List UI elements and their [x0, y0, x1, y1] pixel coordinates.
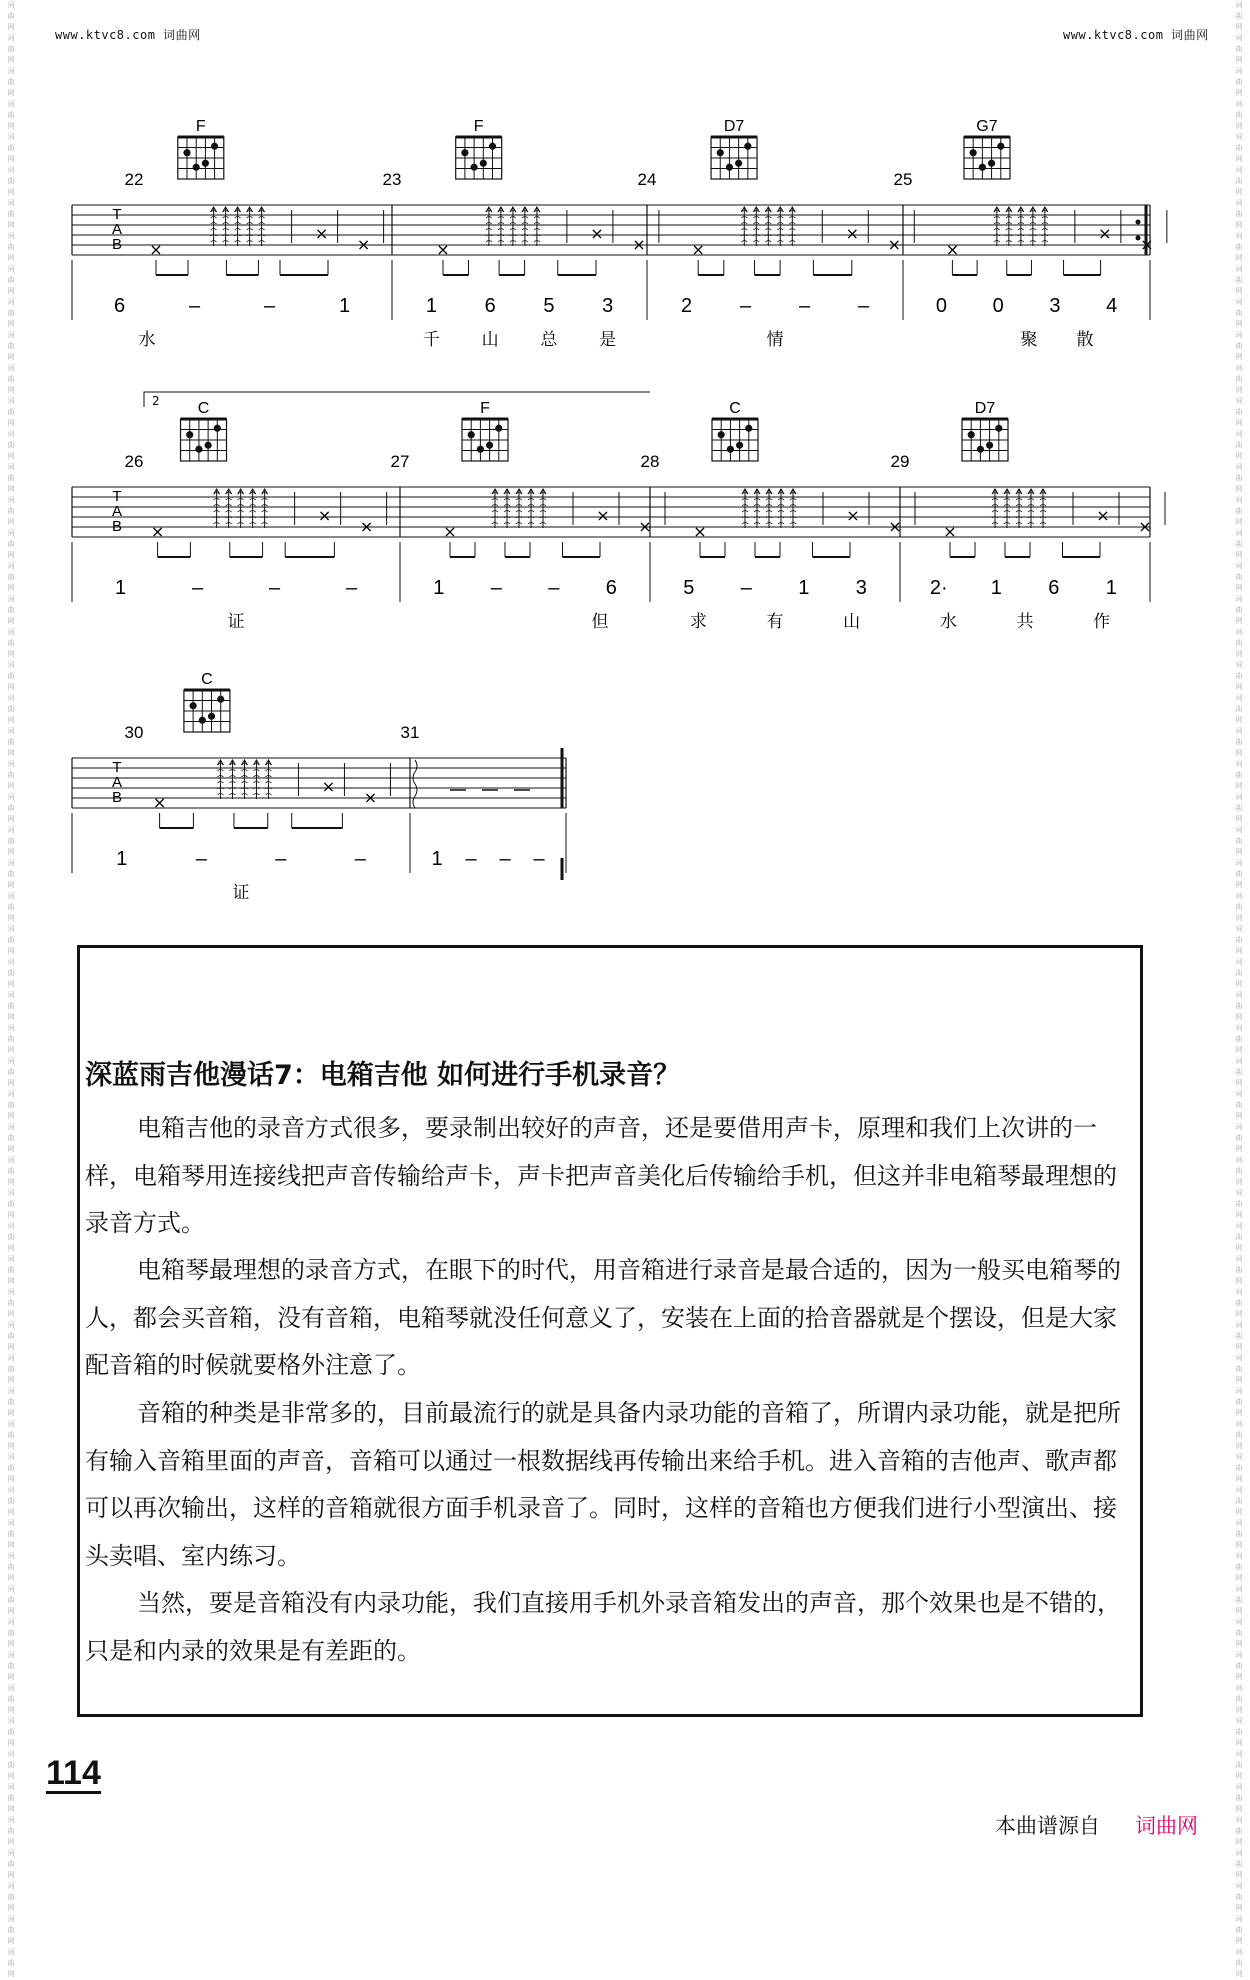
tab-note-x: ×	[887, 235, 901, 254]
page-number: 114	[46, 1754, 101, 1792]
jianpu-note: 1	[798, 577, 810, 599]
jianpu-note: 1	[990, 577, 1002, 599]
strum-arrow	[777, 207, 783, 246]
jianpu-note: –	[490, 577, 502, 599]
chord-name: F	[480, 400, 490, 417]
lyric-char: 水	[939, 612, 957, 632]
jianpu-note: –	[798, 295, 811, 317]
lyric-char: 聚	[1020, 330, 1038, 350]
jianpu-note: 1	[338, 295, 351, 317]
chord-name: D7	[974, 400, 996, 417]
strum-arrow	[1018, 207, 1024, 246]
tab-note-x: ×	[314, 224, 329, 243]
lyric-char: 求	[689, 612, 707, 632]
lyric-char: 千	[422, 330, 440, 350]
tab-note-x: ×	[943, 522, 957, 541]
jianpu-note: 2	[680, 295, 693, 317]
jianpu-note: –	[354, 848, 366, 870]
tab-note-x: ×	[632, 235, 646, 254]
tab-clef-letter: A	[111, 774, 123, 791]
strum-arrow	[754, 489, 760, 528]
strum-arrow	[226, 489, 232, 528]
strum-arrow	[534, 207, 540, 246]
chord-diagram	[456, 118, 502, 179]
strum-arrow	[217, 760, 223, 799]
chord-name: F	[195, 118, 206, 135]
lyric-char: 但	[591, 612, 609, 632]
chord-diagram	[712, 400, 758, 461]
jianpu-note: 3	[602, 295, 614, 317]
strum-arrow	[238, 489, 244, 528]
measure-number: 29	[890, 452, 910, 471]
tab-clef-letter: A	[111, 221, 123, 238]
chord-name: D7	[723, 118, 745, 135]
chord-name: C	[201, 671, 213, 688]
tab-note-x: ×	[1098, 224, 1112, 243]
tab-note-x: ×	[359, 517, 374, 536]
jianpu-note: –	[739, 295, 752, 317]
chord-diagram	[711, 118, 757, 179]
guitar-tab-score	[0, 0, 1250, 940]
jianpu-note: 6	[113, 295, 126, 317]
tab-note-x: ×	[590, 224, 604, 243]
jianpu-note: 4	[1106, 295, 1118, 317]
chord-diagram	[184, 671, 230, 732]
chord-diagram	[181, 400, 227, 461]
strum-arrow	[516, 489, 522, 528]
strum-arrow	[235, 207, 241, 246]
lyric-char: 山	[843, 612, 861, 632]
jianpu-note: 6	[605, 577, 617, 599]
article-paragraph-3: 音箱的种类是非常多的，目前最流行的就是具备内录功能的音箱了，所谓内录功能，就是把所有输入音箱里面的声音，音箱可以通过一根数据线再传输出来给手机。进入音箱的吉他声、歌声都可以再次输出，这样的音箱就很方面手机录音了。同时，这样的音箱也方便我们进行小型演出、接头卖唱、室内练习。	[85, 1399, 1121, 1570]
strum-arrow	[1040, 489, 1046, 528]
jianpu-note: –	[275, 848, 287, 870]
lyric-char: 证	[232, 883, 250, 903]
strum-arrow	[211, 207, 217, 246]
strum-arrow	[504, 489, 510, 528]
chord-diagram	[178, 118, 224, 179]
chord-diagram	[462, 400, 508, 461]
jianpu-note: 1	[433, 577, 445, 599]
lyric-char: 作	[1093, 612, 1111, 632]
jianpu-note: –	[533, 848, 545, 870]
strum-arrow	[223, 207, 229, 246]
jianpu-note: –	[740, 577, 752, 599]
chord-diagram	[964, 118, 1010, 179]
tab-note-x: ×	[1140, 235, 1154, 254]
strum-arrow	[753, 207, 759, 246]
tab-clef-letter: T	[112, 488, 122, 505]
jianpu-note: –	[345, 577, 358, 599]
strum-arrow	[742, 489, 748, 528]
strum-arrow	[1030, 207, 1036, 246]
strum-arrow	[250, 489, 256, 528]
header-site-left: www.ktvc8.com 词曲网	[55, 28, 201, 42]
strum-arrow	[790, 489, 796, 528]
strum-arrow	[498, 207, 504, 246]
measure-number: 23	[382, 170, 402, 189]
source-site: 词曲网	[1135, 1814, 1198, 1838]
tab-note-x: ×	[443, 522, 457, 541]
tab-clef-letter: A	[111, 503, 123, 520]
lyric-char: 有	[766, 612, 784, 632]
jianpu-note: 1	[1105, 577, 1117, 599]
jianpu-note: 1	[431, 848, 443, 870]
tab-note-x: ×	[691, 240, 705, 259]
strum-arrow	[492, 489, 498, 528]
strum-arrow	[214, 489, 220, 528]
tab-note-x: ×	[436, 240, 450, 259]
chord-name: C	[197, 400, 210, 417]
jianpu-note: 1	[116, 848, 128, 870]
tab-note-x: ×	[149, 240, 163, 259]
jianpu-note: 3	[1049, 295, 1061, 317]
right-watermark-strip: 词 曲 网 词 曲 网 词 曲 网 词 曲 网 词 曲 网 词 曲 网 词 曲 网 词 曲 网 词 曲 网 词 曲 网 词 曲 网 词 曲 网 词 曲 网 词 曲 网 词 曲 网 词 曲 网 词 曲 网 词 曲 网 词 曲 网 词 曲 网 词 曲 网 词 曲 网 词 曲 网 词 曲 网 词 曲 网 词 曲 网 词 曲 网 词 曲 网 词 曲 网 词 曲 网 词 曲 网 词 曲 网 词 曲 网 词 曲 网 词 曲 网 词 曲 网 词 曲 网 词 曲 网 词 曲 网 词 曲 网 词 曲 网 词 曲 网 词 曲 网 词 曲 网 词 曲 网 词 曲 网 词 曲 网 词 曲 网 词 曲 网 词 曲 网 词 曲 网 词 曲 网 词 曲 网 词 曲 网 词 曲 网 词 曲 网 词 曲 网 词 曲 网 词 曲 网 词 曲 网	[1235, 1, 1243, 1978]
tab-note-x: ×	[945, 240, 960, 259]
jianpu-note: 6	[484, 295, 496, 317]
strum-arrow	[510, 207, 516, 246]
article-paragraph-4: 当然，要是音箱没有内录功能，我们直接用手机外录音箱发出的声音，那个效果也是不错的，只是和内录的效果是有差距的。	[85, 1589, 1121, 1665]
tab-clef-letter: T	[112, 206, 122, 223]
tab-note-x: ×	[152, 793, 167, 812]
tab-clef-letter: T	[112, 759, 122, 776]
strum-arrow	[1042, 207, 1048, 246]
strum-arrow	[766, 489, 772, 528]
tab-note-x: ×	[846, 506, 860, 525]
chord-name: G7	[976, 118, 998, 135]
lyric-char: 共	[1016, 612, 1034, 632]
strum-arrow	[265, 760, 271, 799]
jianpu-note: 0	[992, 295, 1004, 317]
article-title: 深蓝雨吉他漫话7：电箱吉他 如何进行手机录音？	[85, 1060, 681, 1091]
strum-arrow	[262, 489, 268, 528]
tab-note-x: ×	[356, 235, 371, 254]
tab-note-x: ×	[363, 788, 378, 807]
measure-number: 31	[400, 723, 420, 742]
left-watermark-strip: 词 曲 网 词 曲 网 词 曲 网 词 曲 网 词 曲 网 词 曲 网 词 曲 网 词 曲 网 词 曲 网 词 曲 网 词 曲 网 词 曲 网 词 曲 网 词 曲 网 词 曲 网 词 曲 网 词 曲 网 词 曲 网 词 曲 网 词 曲 网 词 曲 网 词 曲 网 词 曲 网 词 曲 网 词 曲 网 词 曲 网 词 曲 网 词 曲 网 词 曲 网 词 曲 网 词 曲 网 词 曲 网 词 曲 网 词 曲 网 词 曲 网 词 曲 网 词 曲 网 词 曲 网 词 曲 网 词 曲 网 词 曲 网 词 曲 网 词 曲 网 词 曲 网 词 曲 网 词 曲 网 词 曲 网 词 曲 网 词 曲 网 词 曲 网 词 曲 网 词 曲 网 词 曲 网 词 曲 网 词 曲 网 词 曲 网 词 曲 网 词 曲 网 词 曲 网 词 曲 网	[7, 1, 15, 1978]
strum-arrow	[247, 207, 253, 246]
header-site-right: www.ktvc8.com 词曲网	[1063, 28, 1209, 42]
source-label: 本曲谱源自	[995, 1814, 1100, 1838]
chord-diagram	[962, 400, 1008, 461]
strum-arrow	[789, 207, 795, 246]
chord-name: C	[729, 400, 741, 417]
jianpu-note: –	[195, 848, 207, 870]
chord-name: F	[473, 118, 484, 135]
strum-arrow	[1006, 207, 1012, 246]
strum-arrow	[229, 760, 235, 799]
volta-number: 2	[152, 394, 160, 408]
jianpu-note: –	[857, 295, 870, 317]
jianpu-note: 1	[425, 295, 437, 317]
tab-note-x: ×	[1138, 517, 1152, 536]
jianpu-note: –	[263, 295, 276, 317]
measure-number: 30	[124, 723, 144, 742]
jianpu-note: 2·	[929, 577, 948, 599]
tab-note-x: ×	[693, 522, 707, 541]
tab-clef-letter: B	[111, 236, 123, 253]
measure-number: 26	[124, 452, 144, 471]
lyric-char: 散	[1076, 330, 1094, 350]
strum-arrow	[994, 207, 1000, 246]
strum-arrow	[992, 489, 998, 528]
lyric-char: 山	[481, 330, 499, 350]
measure-number: 28	[640, 452, 660, 471]
jianpu-note: –	[188, 295, 201, 317]
strum-arrow	[241, 760, 247, 799]
strum-arrow	[765, 207, 771, 246]
lyric-char: 情	[766, 330, 784, 350]
strum-arrow	[522, 207, 528, 246]
measure-number: 24	[637, 170, 657, 189]
tab-note-x: ×	[845, 224, 859, 243]
strum-arrow	[1016, 489, 1022, 528]
tab-clef-letter: B	[111, 789, 123, 806]
tab-note-x: ×	[638, 517, 652, 536]
lyric-char: 总	[540, 330, 558, 350]
arpeggio-mark	[413, 760, 417, 808]
jianpu-note: 3	[855, 577, 867, 599]
strum-arrow	[778, 489, 784, 528]
strum-arrow	[1028, 489, 1034, 528]
jianpu-note: 5	[683, 577, 695, 599]
jianpu-note: –	[268, 577, 281, 599]
article-paragraph-1: 电箱吉他的录音方式很多，要录制出较好的声音，还是要借用声卡，原理和我们上次讲的一样，电箱琴用连接线把声音传输给声卡，声卡把声音美化后传输给手机，但这并非电箱琴最理想的录音方式。	[85, 1114, 1117, 1237]
tab-note-x: ×	[888, 517, 902, 536]
strum-arrow	[1004, 489, 1010, 528]
tab-note-x: ×	[596, 506, 610, 525]
jianpu-note: –	[499, 848, 511, 870]
volta-bracket	[144, 392, 650, 407]
strum-arrow	[540, 489, 546, 528]
tab-note-x: ×	[150, 522, 165, 541]
lyric-char: 水	[138, 330, 156, 350]
jianpu-note: –	[191, 577, 204, 599]
measure-number: 25	[893, 170, 913, 189]
article-paragraph-2: 电箱琴最理想的录音方式，在眼下的时代，用音箱进行录音是最合适的，因为一般买电箱琴的人，都会买音箱，没有音箱，电箱琴就没任何意义了，安装在上面的拾音器就是个摆设，但是大家配音箱的时候就要格外注意了。	[85, 1256, 1121, 1379]
strum-arrow	[259, 207, 265, 246]
jianpu-note: 0	[935, 295, 947, 317]
jianpu-note: –	[465, 848, 477, 870]
repeat-dot	[1136, 220, 1141, 225]
tab-note-x: ×	[321, 777, 336, 796]
tab-note-x: ×	[1096, 506, 1110, 525]
measure-number: 27	[390, 452, 410, 471]
strum-arrow	[528, 489, 534, 528]
jianpu-note: –	[548, 577, 560, 599]
measure-number: 22	[124, 170, 144, 189]
strum-arrow	[486, 207, 492, 246]
strum-arrow	[741, 207, 747, 246]
jianpu-note: 5	[543, 295, 555, 317]
strum-arrow	[253, 760, 259, 799]
jianpu-note: 6	[1048, 577, 1060, 599]
tab-clef-letter: B	[111, 518, 123, 535]
jianpu-note: 1	[114, 577, 127, 599]
lyric-char: 证	[227, 612, 245, 632]
lyric-char: 是	[599, 330, 617, 350]
tab-note-x: ×	[317, 506, 332, 525]
